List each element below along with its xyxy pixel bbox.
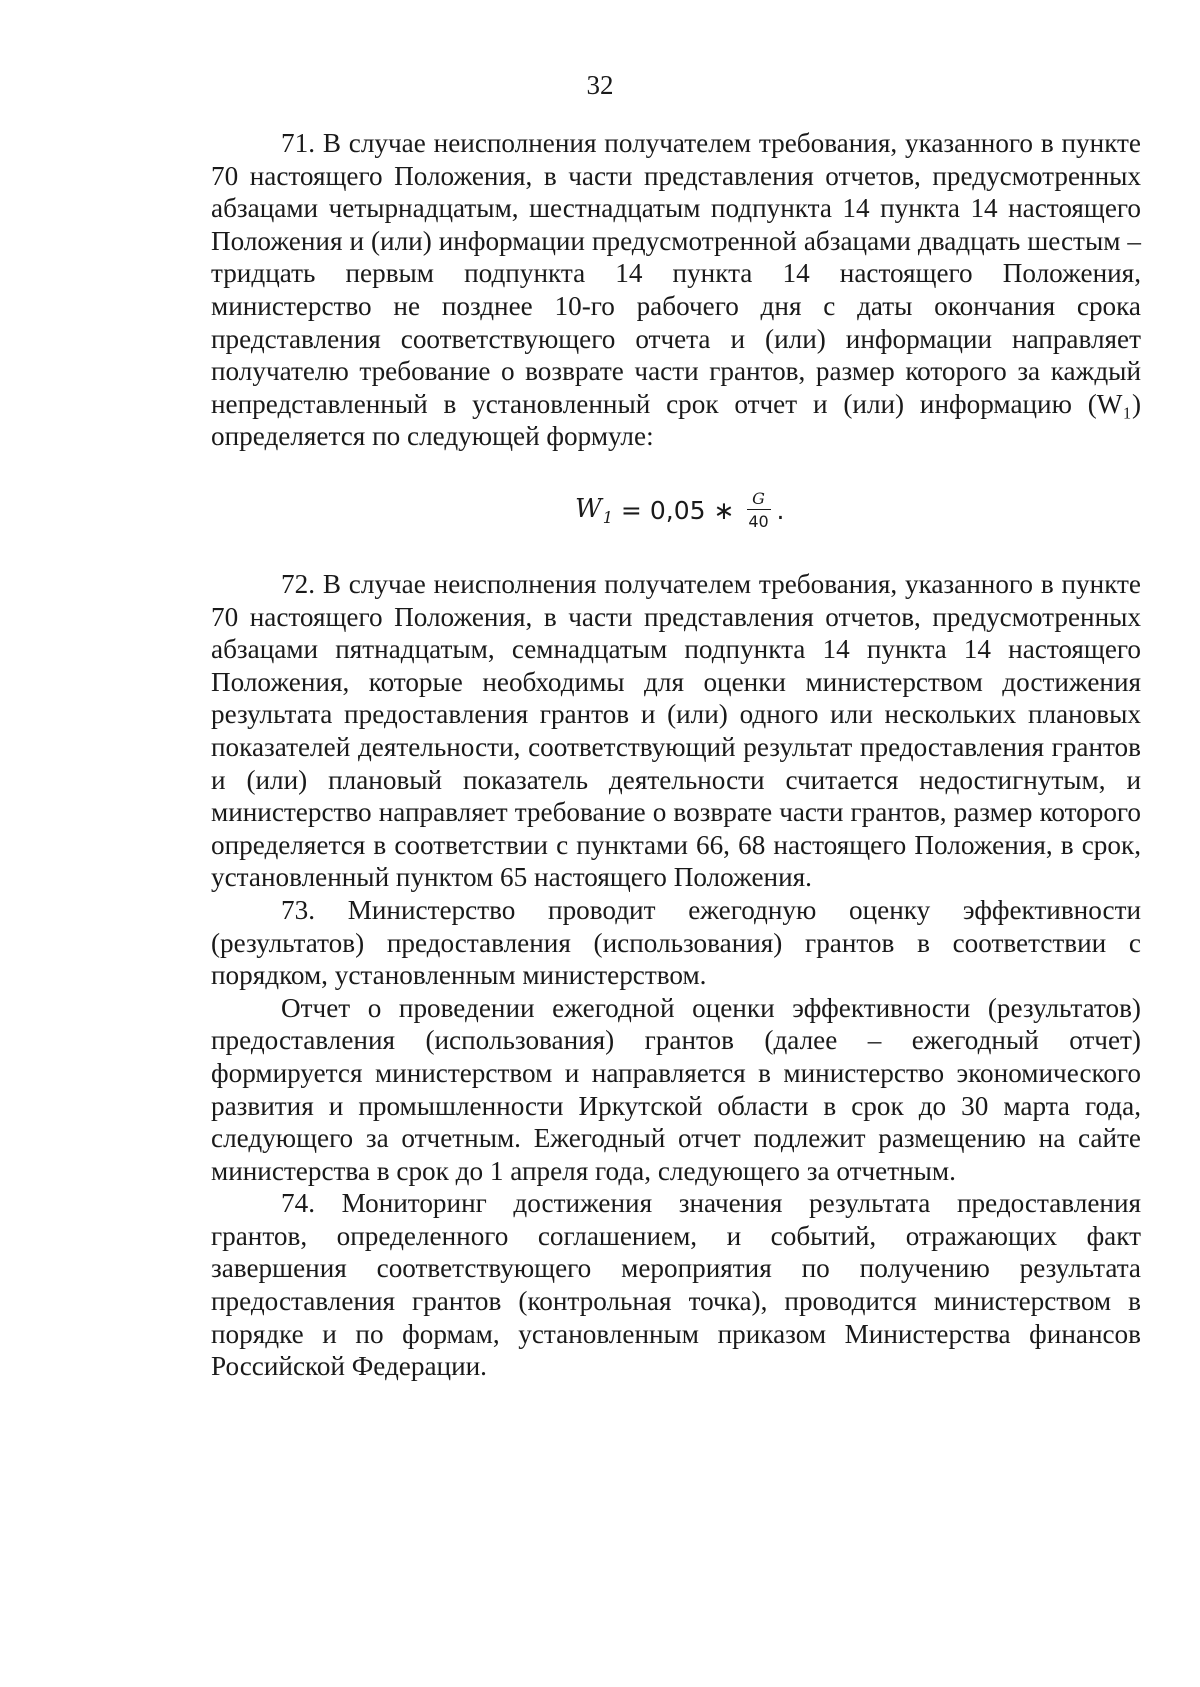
formula-times: ∗	[713, 495, 735, 525]
formula-w1	[575, 480, 784, 540]
formula-lhs: $W_1$	[575, 493, 613, 527]
paragraph-71: 71. В случае неисполнения получателем требования, указанного в пункте 70 настоящего Положения, в части представления отчетов, предусмотренных абзацами четырнадцатым, шестнадцатым подпункта 14 пункта 14 настоящего Положения и (или) информации предусмотренной абзацами двадцать шестым – тридцать первым подпункта 14 пункта 14 настоящего Положения, министерство не позднее 10-го рабочего дня с даты окончания срока представления соответствующего отчета и (или) информации направляет получателю требование о возврате части грантов, размер которого за каждый непредставленный в установленный срок отчет и (или) информацию (W₁) определяется по следующей формуле:	[211, 128, 1141, 452]
formula-coefficient: 0,05	[649, 495, 706, 525]
formula-denominator: 40	[747, 509, 771, 530]
paragraph-72: 72. В случае неисполнения получателем требования, указанного в пункте 70 настоящего Положения, в части представления отчетов, предусмотренных абзацами пятнадцатым, семнадцатым подпункта 14 пункта 14 настоящего Положения, которые необходимы для оценки министерством достижения результата предоставления грантов и (или) одного или нескольких плановых показателей деятельности, соответствующий результат предоставления грантов и (или) плановый показатель деятельности считается недостигнутым, и министерство направляет требование о возврате части грантов, размер которого определяется в соответствии с пунктами 66, 68 настоящего Положения, в срок, установленный пунктом 65 настоящего Положения.	[211, 569, 1141, 893]
text-block-bottom	[211, 568, 1141, 1383]
paragraph-74: 74. Мониторинг достижения значения результата предоставления грантов, определенного соглашением, и событий, отражающих факт завершения соответствующего мероприятия по получению результата предоставления грантов (контрольная точка), проводится министерством в порядке и по формам, установленным приказом Министерства финансов Российской Федерации.	[211, 1188, 1141, 1382]
paragraph-73-report: Отчет о проведении ежегодной оценки эффективности (результатов) предоставления (использования) грантов (далее – ежегодный отчет) формируется министерством и направляется в министерство экономического развития и промышленности Иркутской области в срок до 30 марта года, следующего за отчетным. Ежегодный отчет подлежит размещению на сайте министерства в срок до 1 апреля года, следующего за отчетным.	[211, 992, 1141, 1186]
text-block-top	[211, 127, 1141, 453]
formula-fraction	[747, 488, 771, 531]
paragraph-73: 73. Министерство проводит ежегодную оценку эффективности (результатов) предоставления (использования) грантов в соответствии с порядком, установленным министерством.	[211, 894, 1141, 991]
formula-numerator: G	[752, 488, 765, 508]
formula-equals: =	[620, 495, 642, 525]
page-number: 32	[586, 70, 614, 100]
formula-end: .	[776, 495, 785, 525]
